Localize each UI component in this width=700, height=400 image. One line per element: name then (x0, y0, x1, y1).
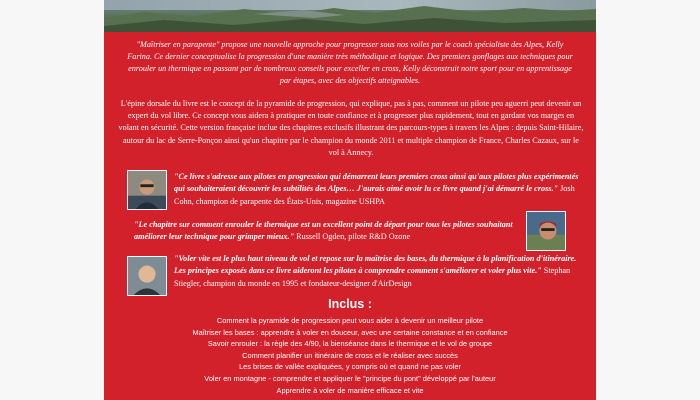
quote-text: "Voler vite est le plus haut niveau de vol et repose sur la maîtrise des bases, du thermique à la planification d'itinéraire. Les principes exposés dans ce livre aideront les pilotes à comprendre comment s'améliorer et voler plus vite." (174, 254, 577, 276)
quote-author: Josh Cohn, champion de parapente des États-Unis, magazine USHPA (174, 184, 575, 206)
quote-stephan-stiegler (174, 253, 584, 290)
inclus-list (104, 315, 596, 396)
reviewer-photo-josh-cohn (127, 170, 167, 210)
inclus-heading: Inclus : (328, 297, 372, 311)
mountain-ridge-icon (104, 0, 596, 32)
reviewer-photo-stephan-stiegler (127, 256, 167, 296)
page-margin-left (0, 0, 104, 400)
list-item: Les brises de vallée expliquées, y compris où et quand ne pas voler (239, 362, 461, 372)
mountain-landscape-image (104, 0, 596, 32)
intro-text: "Maîtriser en parapente" propose une nouvelle approche pour progresser sous nos voiles par le coach spécialiste des Alpes, Kelly Farina. Ce dernier conceptualise la progression d'une manière très méthodique et logique. Des premiers gonflages aux techniques pour enrouler un thermique en passant par de nombreux conseils pour exceller en cross, Kelly déconstruit notre sport pour en apprentissage par étapes, avec des objectifs atteignables. (127, 40, 573, 85)
quote-author: Stephan Stiegler, champion du monde en 1995 et fondateur-designer d'AirDesign (174, 266, 571, 288)
list-item: Savoir enrouler : la règle des 4/90, la bienséance dans le thermique et le vol de groupe (207, 339, 493, 349)
quote-text: "Ce livre s'adresse aux pilotes en progression qui démarrent leurs premiers cross ainsi qu'aux pilotes plus expérimentés qui souhaiteraient découvrir les subtilités des Alpes… J'aurais aimé avoir lu ce livre quand j'ai démarré le cross." (174, 172, 579, 194)
list-item: Comment planifier un itinéraire de cross et le réaliser avec succès (242, 350, 458, 360)
list-item: Apprendre à voler de manière efficace et vite (276, 385, 424, 395)
quote-text: "Le chapitre sur comment enrouler le thermique est un excellent point de départ pour tous les pilotes souhaitant améliorer leur technique pour grimper mieux." (134, 220, 513, 242)
quote-russell-ogden (134, 219, 530, 244)
description-paragraph: L'épine dorsale du livre est le concept de la pyramide de progression, qui explique, pas à pas, comment un pilote peu aguerri peut devenir un expert du vol libre. Ce concept vous aidera à pratiquer en toute confiance et à progresser plus rapidement, tout en gardant vos marges en volant en sécurité. Cette version française inclue des chapitres exclusifs illustrant des parcours-types à travers les Alpes : depuis Saint-Hilaire, autour du lac de Serre-Ponçon ainsi qu'un chapitre par le champion du monde 2011 et multiple champion de France, Charles Cazaux, sur le vol à Annecy. (118, 99, 584, 157)
reviewer-photo-russell-ogden (526, 211, 566, 251)
quote-josh-cohn (174, 171, 580, 208)
page-margin-right (596, 0, 700, 400)
list-item: Maîtriser les bases : apprendre à voler en douceur, avec une certaine constance et en confiance (192, 327, 508, 337)
list-item: Voler en montagne - comprendre et appliquer le "principe du pont" développé par l'auteur (204, 373, 496, 383)
list-item: Comment la pyramide de progression peut vous aider à devenir un meilleur pilote (216, 316, 484, 325)
quote-author: Russell Ogden, pilote R&D Ozone (296, 232, 411, 242)
book-back-cover (104, 0, 596, 400)
